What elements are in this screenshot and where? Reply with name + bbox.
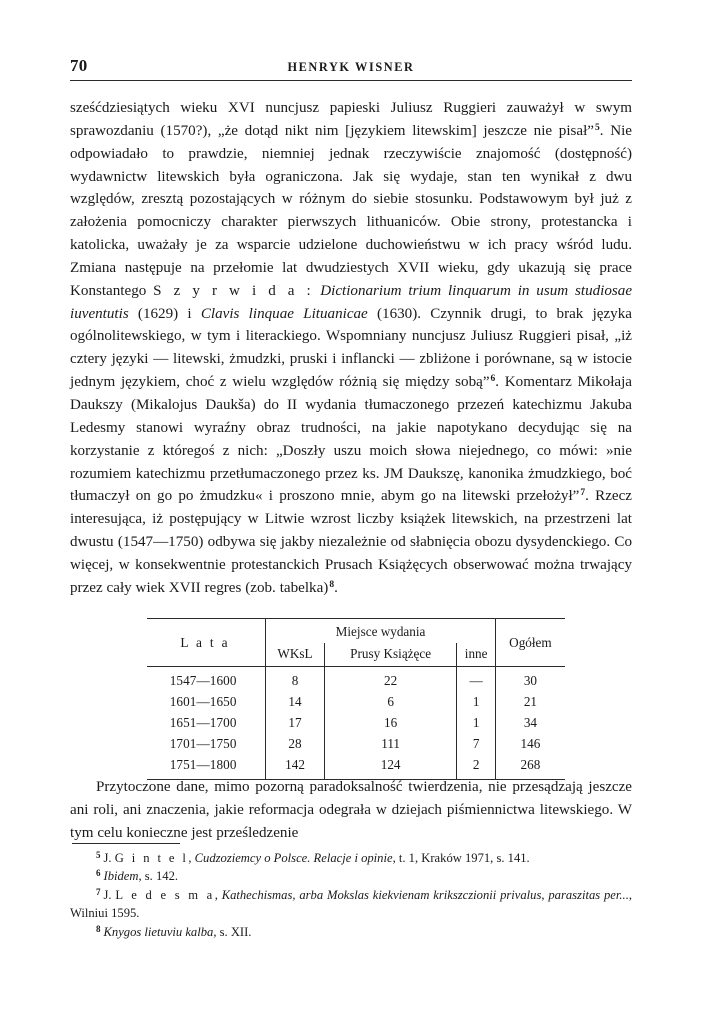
footnote-item	[70, 849, 632, 867]
body-text-8: .	[334, 579, 338, 596]
cell-prusy: 124	[324, 755, 457, 780]
body-text-5: (1630). Czynnik drugi, to brak języka ogólnolitewskiego, w tym i literackiego. Wspomniany nuncjusz Juliusz Ruggieri pisał, „iż cztery języki — litewski, żmudzki, pruski i inflancki — zbliżone i porównane, są w istocie jednym językiem, choć z wielu względów różnią się między sobą”	[70, 305, 632, 391]
cell-inne: —	[457, 667, 495, 692]
cell-wksl: 142	[266, 755, 325, 780]
cell-prusy: 16	[324, 713, 457, 734]
footnote-item	[70, 867, 632, 885]
table-row	[147, 667, 565, 692]
running-head	[70, 56, 632, 78]
footnote-marker: 6	[96, 868, 101, 879]
body-text-4: (1629) i	[128, 305, 201, 322]
footnote-work-title: Ibidem	[103, 869, 139, 884]
table-header-row-group	[147, 619, 565, 644]
table-body	[147, 667, 565, 780]
title-dictionarium: Dictionarium trium linquarum in usum studiosae iuventutis	[70, 282, 633, 322]
table-row	[147, 734, 565, 755]
cell-total: 34	[523, 715, 538, 730]
cell-years: 1701—1750	[169, 736, 237, 751]
table-row	[147, 692, 565, 713]
cell-years: 1601—1650	[169, 694, 237, 709]
footnote-author-name: G i n t e l	[114, 851, 189, 865]
cell-wksl: 14	[266, 692, 325, 713]
statistics-table-wrap	[147, 618, 565, 780]
cell-prusy: 111	[324, 734, 457, 755]
footnote-source-detail: , Wilniui 1595.	[70, 887, 632, 921]
footnote-marker: 7	[96, 886, 101, 897]
cell-inne: 7	[457, 734, 495, 755]
body-text-7: . Rzecz interesująca, iż postępujący w Litwie wzrost liczby książek litewskich, na przestrzeni lat dwustu (1547—1750) odbywa się jakby niezależnie od słabnięcia obozu dysydenckiego. Co więcej, w konsekwentnie protestanckich Prusach Książęcych obserwować można trwający przez cały wiek XVII regres (zob. tabelka)	[70, 488, 632, 596]
cell-total: 30	[495, 667, 565, 692]
footnote-work-title: Kathechismas, arba Mokslas kiekvienam krikszczionii privalus, paraszitas per...	[221, 887, 629, 902]
col-header-years: L a t a	[147, 619, 266, 667]
footnote-author-prefix: J.	[103, 851, 115, 865]
footnote-ref-6: 6	[490, 374, 496, 385]
footnote-work-title: Cudzoziemcy o Polsce. Relacje i opinie	[194, 851, 393, 865]
cell-inne: 1	[457, 692, 495, 713]
footnote-item	[70, 923, 632, 941]
footnote-source-detail: , s. XII.	[213, 924, 252, 939]
cell-inne: 1	[457, 713, 495, 734]
footnote-separator: ,	[188, 851, 195, 865]
col-header-prusy: Prusy Książęce	[324, 643, 457, 667]
main-paragraph	[70, 97, 632, 600]
cell-total: 268	[495, 755, 565, 780]
running-title: HENRYK WISNER	[287, 60, 415, 74]
statistics-table	[147, 618, 565, 780]
table-head	[147, 619, 565, 667]
cell-total: 21	[523, 694, 538, 709]
footnote-ref-5: 5	[595, 122, 600, 133]
cell-wksl: 8	[266, 667, 325, 692]
cell-prusy: 6	[324, 692, 457, 713]
footnote-source-detail: , t. 1, Kraków 1971, s. 141.	[392, 851, 530, 865]
footnote-author-prefix: J.	[103, 887, 116, 902]
cell-wksl: 28	[266, 734, 325, 755]
col-header-wksl: WKsL	[266, 643, 325, 667]
footnote-marker: 8	[96, 923, 101, 934]
table-row	[147, 713, 565, 734]
footnote-work-title: Knygos lietuviu kalba	[103, 924, 214, 939]
footnote-separator-rule	[72, 843, 180, 844]
cell-total: 146	[520, 736, 541, 751]
col-header-inne: inne	[457, 643, 495, 667]
paragraph-after-table: Przytoczone dane, mimo pozorną paradoksalność twierdzenia, nie przesądzają jeszcze ani roli, ani znaczenia, jakie reformacja odegrała w dziejach piśmiennictwa litewskiego. W tym celu konieczne jest prześledzenie	[70, 779, 632, 841]
footnote-ref-7: 7	[580, 488, 586, 499]
spaced-name-szyrwid: S z y r w i d a :	[153, 282, 314, 299]
page-number: 70	[70, 56, 88, 75]
footnote-separator: ,	[214, 887, 222, 902]
body-text-1: sześćdziesiątych wieku XVI nuncjusz papieski Juliusz Ruggieri zauważył w swym sprawozdaniu (1570?), „że dotąd nikt nim [językiem litewskim] jeszcze nie pisał”	[70, 100, 632, 139]
footnote-item	[70, 886, 632, 923]
cell-years: 1651—1700	[169, 715, 237, 730]
title-clavis: Clavis linquae Lituanicae	[200, 305, 368, 322]
cell-years: 1547—1600	[147, 667, 266, 692]
cell-wksl: 17	[266, 713, 325, 734]
body-text-6: . Komentarz Mikołaja Daukszy (Mikalojus Daukša) do II wydania tłumaczonego przezeń katechizmu Jakuba Ledesmy stanowi wyraźny obraz trudności, na jakie napotykano decydując się na korzystanie z któregoś z nich: „Doszły uszu moich słowa niejednego, co mówi: »nie rozumiem katechizmu przetłumaczonego przez ks. JM Daukszę, kanonika żmudzkiego, boć tłumaczył on go po żmudzku« i proszono mnie, abym go na litewski przełożył”	[70, 374, 632, 505]
body-text-2: . Nie odpowiadało to prawdzie, niemniej jednak rzeczywiście znajomość (dostępność) wydawnictw litewskich była ograniczona. Jak się wydaje, stan ten wynikał z dwu względów, zresztą pozostających w różnym do siebie stosunku. Podstawowym był już z założenia pomocniczy charakter pierwszych lithuaniców. Obie strony, protestancka i katolicka, uważały je za wsparcie udzielone duchowieństwu w ich pracy wśród ludu. Zmiana następuje na przełomie lat dwudziestych XVII wieku, gdy ukazują się prace Konstantego	[70, 122, 632, 299]
footnote-source-detail: , s. 142.	[138, 869, 179, 884]
col-header-group-place-label: Miejsce wydania	[335, 624, 426, 639]
cell-inne: 2	[457, 755, 495, 780]
footnote-marker: 5	[96, 850, 101, 860]
footnote-author-name: L e d e s m a	[115, 887, 215, 902]
header-rule	[70, 80, 632, 81]
col-header-group-place	[266, 619, 496, 644]
cell-prusy: 22	[324, 667, 457, 692]
col-header-total: Ogółem	[495, 619, 565, 667]
footnotes-block	[70, 849, 632, 941]
cell-years: 1751—1800	[147, 755, 266, 780]
footnote-ref-8: 8	[329, 579, 335, 590]
